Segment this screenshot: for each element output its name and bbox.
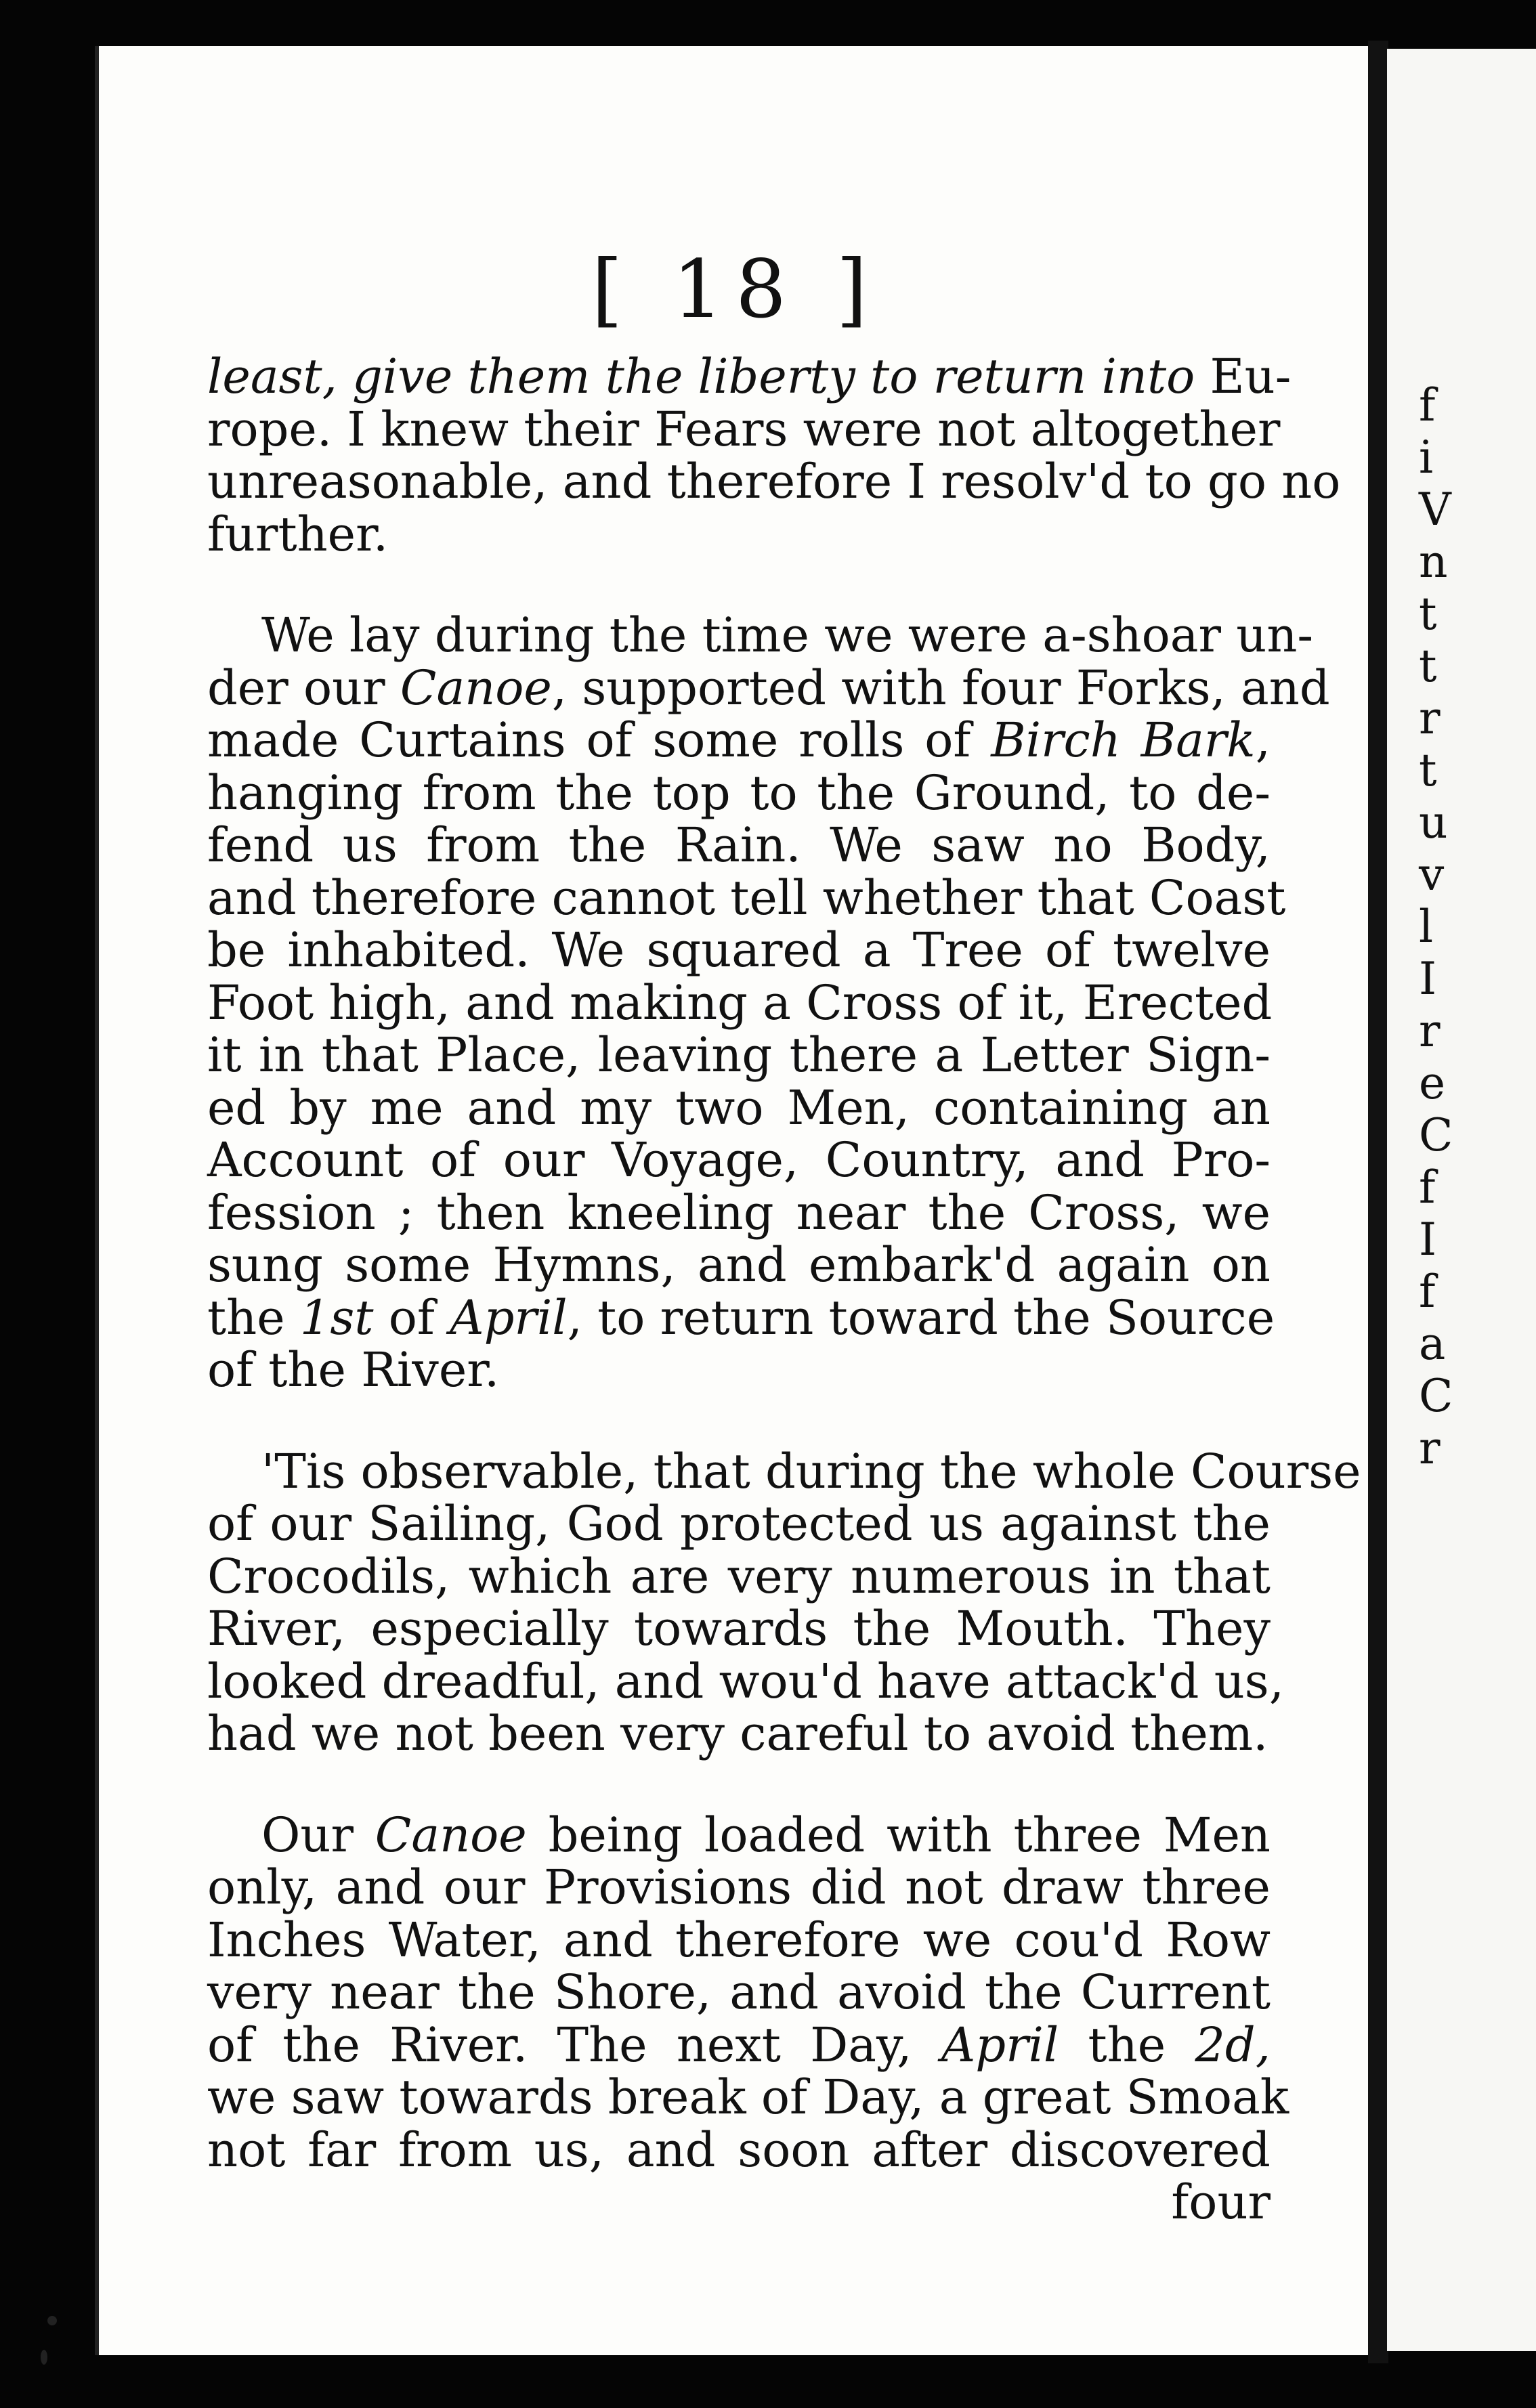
facing-page-letter: i <box>1419 431 1434 483</box>
italic-text: 1st <box>299 1289 374 1346</box>
text-run: being loaded with three Men <box>526 1807 1271 1863</box>
facing-page-letter: C <box>1419 1109 1453 1161</box>
text-line: Inches Water, and therefore we cou'd Row <box>207 1912 1271 1968</box>
text-line: of the River. <box>207 1342 500 1398</box>
facing-page-letter: r <box>1419 1422 1441 1474</box>
text-line: only, and our Provisions did not draw three <box>207 1859 1271 1915</box>
facing-page-edge <box>1387 49 1536 2351</box>
text-line: 'Tis observable, that during the whole Course <box>261 1443 1361 1499</box>
text-run: , supported with four Forks, and <box>551 660 1330 716</box>
text-line <box>207 714 1271 767</box>
text-run: made Curtains of some rolls of <box>207 712 991 768</box>
facing-page-letter: I <box>1419 1213 1437 1266</box>
catchword: four <box>1171 2174 1271 2230</box>
text-line: and therefore cannot tell whether that Coast <box>207 869 1286 926</box>
text-line: Account of our Voyage, Country, and Pro- <box>207 1132 1271 1188</box>
facing-page-letter: t <box>1419 744 1437 796</box>
text-run: We lay during the time we were a-shoar un- <box>261 607 1314 663</box>
italic-text: least, give them the liberty to return into <box>207 349 1195 404</box>
text-line: rope. I knew their Fears were not altogether <box>207 401 1281 457</box>
text-line: hanging from the top to the Ground, to de- <box>207 765 1271 821</box>
text-line: it in that Place, leaving there a Letter Sign- <box>207 1027 1271 1083</box>
text-line: ed by me and my two Men, containing an <box>207 1079 1271 1136</box>
text-line: fend us from the Rain. We saw no Body, <box>207 817 1271 873</box>
text-run: Eu- <box>1210 349 1292 404</box>
text-line <box>207 349 1292 404</box>
scan-speck <box>41 2350 47 2365</box>
text-line: of our Sailing, God protected us against the <box>207 1496 1271 1551</box>
italic-text: 2d, <box>1195 2017 1271 2073</box>
text-line <box>207 607 1314 663</box>
facing-page-letter: V <box>1419 483 1451 536</box>
facing-page-letter: f <box>1419 1161 1436 1213</box>
facing-page-letter: n <box>1419 536 1448 588</box>
text-line <box>207 1809 1271 1862</box>
facing-page-letter: e <box>1419 1057 1446 1109</box>
italic-text: April <box>941 2017 1059 2073</box>
body-text <box>207 349 1361 2230</box>
text-line: very near the Shore, and avoid the Current <box>207 1964 1271 2020</box>
italic-text: Canoe <box>400 660 552 716</box>
facing-page-letter: v <box>1419 848 1445 901</box>
text-line: further. <box>207 506 389 562</box>
text-line: be inhabited. We squared a Tree of twelve <box>207 922 1271 978</box>
facing-page-letter: a <box>1419 1318 1446 1370</box>
book-page <box>95 46 1372 2355</box>
facing-page-letter: u <box>1419 796 1448 848</box>
text-line: unreasonable, and therefore I resolv'd to go no <box>207 454 1341 509</box>
facing-page-letter: f <box>1419 1266 1436 1318</box>
text-line: not far from us, and soon after discovered <box>207 2122 1271 2178</box>
facing-page-letters <box>1419 379 1453 1474</box>
scan-speck <box>47 2316 57 2325</box>
text-line: River, especially towards the Mouth. They <box>207 1601 1271 1656</box>
text-run: der our <box>207 660 400 716</box>
text-run: , to return toward the Source <box>567 1289 1275 1346</box>
facing-page-letter: l <box>1419 901 1434 953</box>
text-run: Our <box>261 1807 375 1863</box>
text-line: Crocodils, which are very numerous in that <box>207 1548 1271 1604</box>
facing-page-letter: I <box>1419 953 1437 1005</box>
facing-page-letter: r <box>1419 1005 1441 1057</box>
italic-text: Birch Bark <box>991 712 1256 768</box>
text-run: of <box>373 1289 450 1346</box>
text-line: we saw towards break of Day, a great Smoak <box>207 2069 1289 2125</box>
text-run: the <box>1059 2017 1195 2073</box>
text-line: Foot high, and making a Cross of it, Erected <box>207 974 1273 1031</box>
text-line <box>207 1289 1275 1346</box>
text-line: fession ; then kneeling near the Cross, we <box>207 1184 1271 1241</box>
italic-text: Canoe <box>375 1807 527 1863</box>
page-number: [ 18 ] <box>591 242 880 336</box>
book-gutter <box>1368 41 1388 2363</box>
text-run: the <box>207 1289 300 1346</box>
italic-text: April <box>450 1289 568 1346</box>
facing-page-letter: t <box>1419 640 1437 692</box>
text-run: , <box>1255 712 1271 768</box>
text-line <box>207 660 1330 716</box>
facing-page-letter: r <box>1419 692 1441 744</box>
facing-page-letter: C <box>1419 1370 1453 1422</box>
text-line <box>207 2019 1271 2072</box>
facing-page-letter: t <box>1419 588 1437 640</box>
text-line: looked dreadful, and wou'd have attack'd us, <box>207 1653 1284 1709</box>
text-line: sung some Hymns, and embark'd again on <box>207 1237 1271 1293</box>
text-run: of the River. The next Day, <box>207 2017 941 2073</box>
text-line: had we not been very careful to avoid them. <box>207 1706 1268 1761</box>
facing-page-letter: f <box>1419 379 1436 431</box>
